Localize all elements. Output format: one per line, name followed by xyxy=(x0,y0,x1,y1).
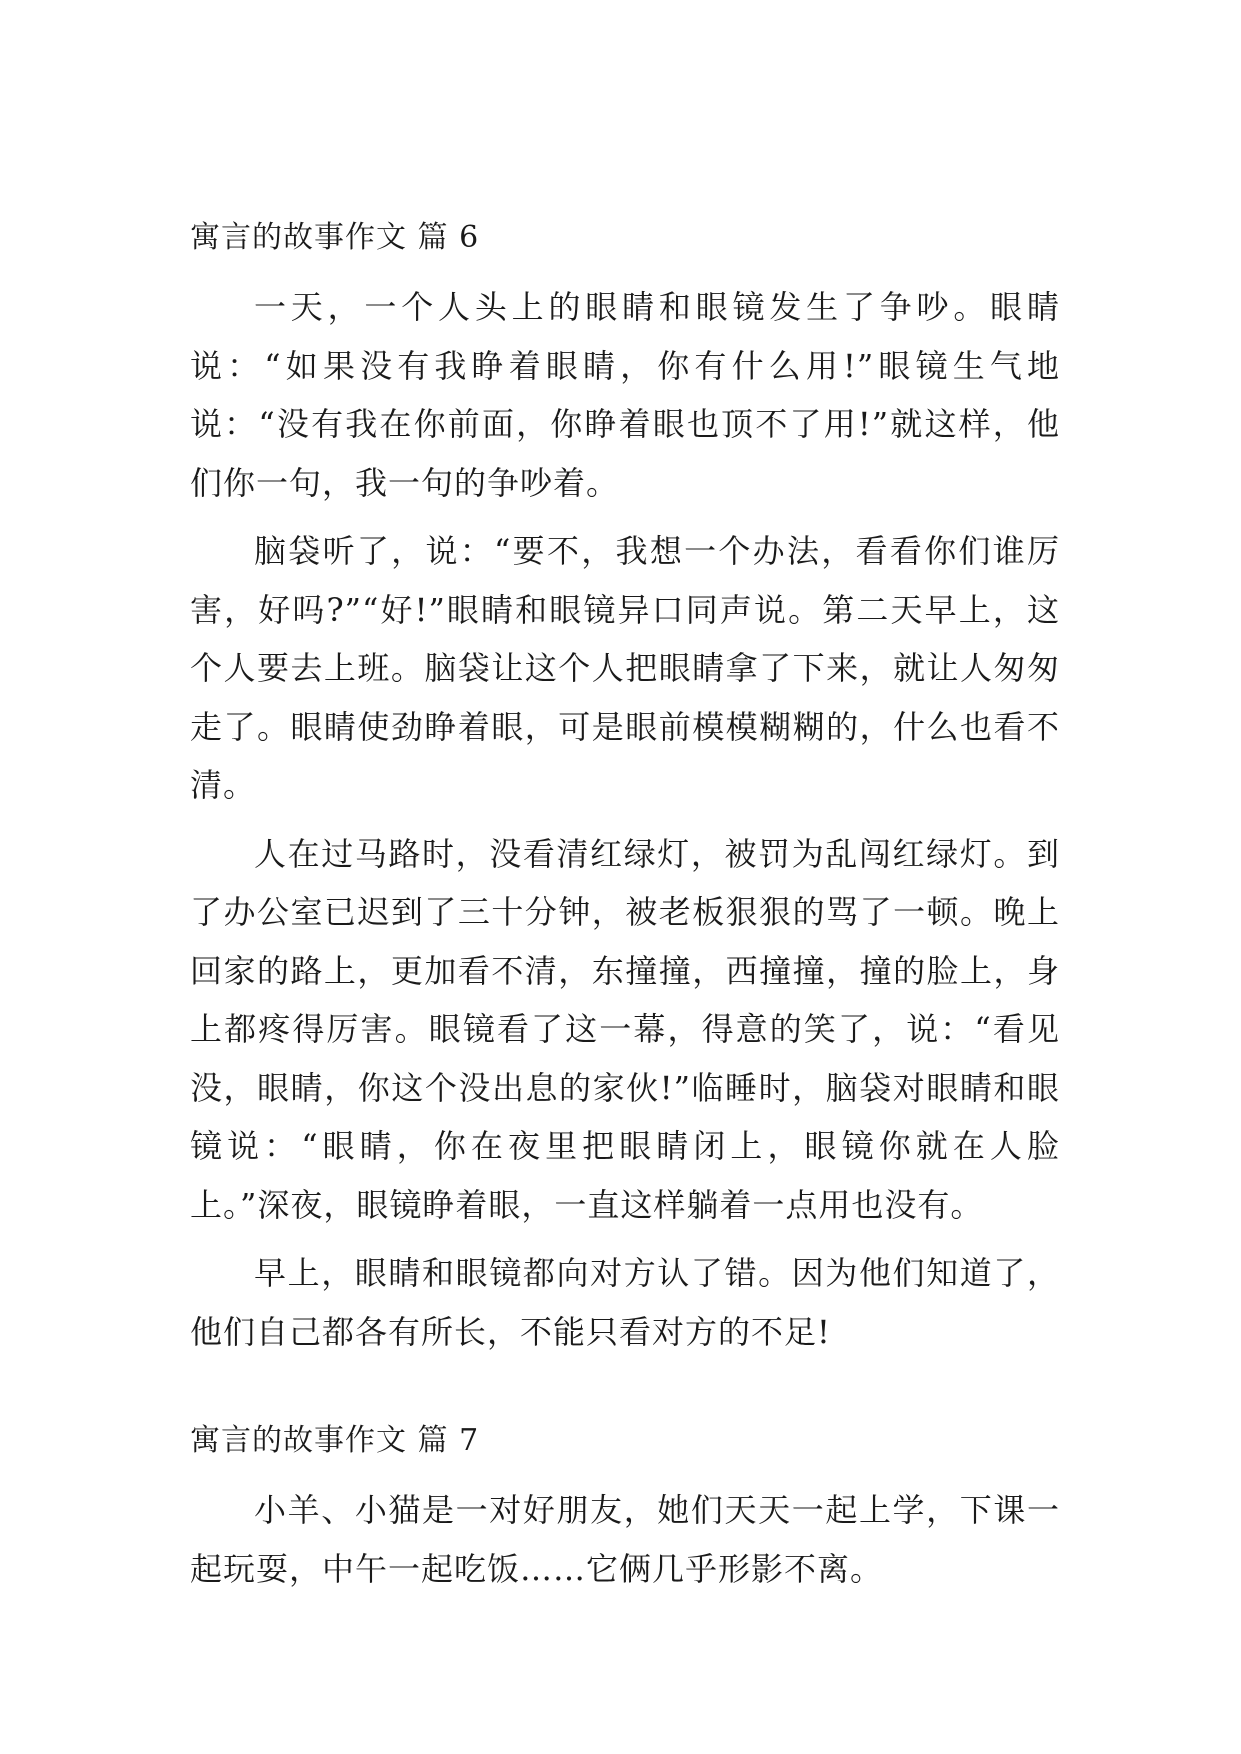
paragraph: 小羊、小猫是一对好朋友，她们天天一起上学，下课一起玩耍，中午一起吃饭……它俩几乎形影不离。 xyxy=(190,1491,1060,1588)
paragraph: 人在过马路时，没看清红绿灯，被罚为乱闯红绿灯。到了办公室已迟到了三十分钟，被老板狠狠的骂了一顿。晚上回家的路上，更加看不清，东撞撞，西撞撞，撞的脸上，身上都疼得厉害。眼镜看了这一幕，得意的笑了，说：“看见没，眼睛，你这个没出息的家伙!”临睡时，脑袋对眼睛和眼镜说：“眼睛，你在夜里把眼睛闭上，眼镜你就在人脸上。”深夜，眼镜睁着眼，一直这样躺着一点用也没有。 xyxy=(190,834,1060,1224)
paragraph: 早上，眼睛和眼镜都向对方认了错。因为他们知道了，他们自己都各有所长，不能只看对方的不足! xyxy=(190,1254,1060,1351)
essay-section-7 xyxy=(190,1421,1060,1598)
paragraph: 脑袋听了，说：“要不，我想一个办法，看看你们谁厉害，好吗?”“好!”眼睛和眼镜异口同声说。第二天早上，这个人要去上班。脑袋让这个人把眼睛拿了下来，就让人匆匆走了。眼睛使劲睁着眼，可是眼前模模糊糊的，什么也看不清。 xyxy=(190,532,1060,804)
section-title: 寓言的故事作文 篇 6 xyxy=(190,220,480,255)
section-title: 寓言的故事作文 篇 7 xyxy=(190,1423,480,1458)
document-page xyxy=(190,218,1060,1608)
paragraph: 一天，一个人头上的眼睛和眼镜发生了争吵。眼睛说：“如果没有我睁着眼睛，你有什么用!”眼镜生气地说：“没有我在你前面，你睁着眼也顶不了用!”就这样，他们你一句，我一句的争吵着。 xyxy=(190,288,1060,502)
essay-section-6 xyxy=(190,218,1060,1361)
